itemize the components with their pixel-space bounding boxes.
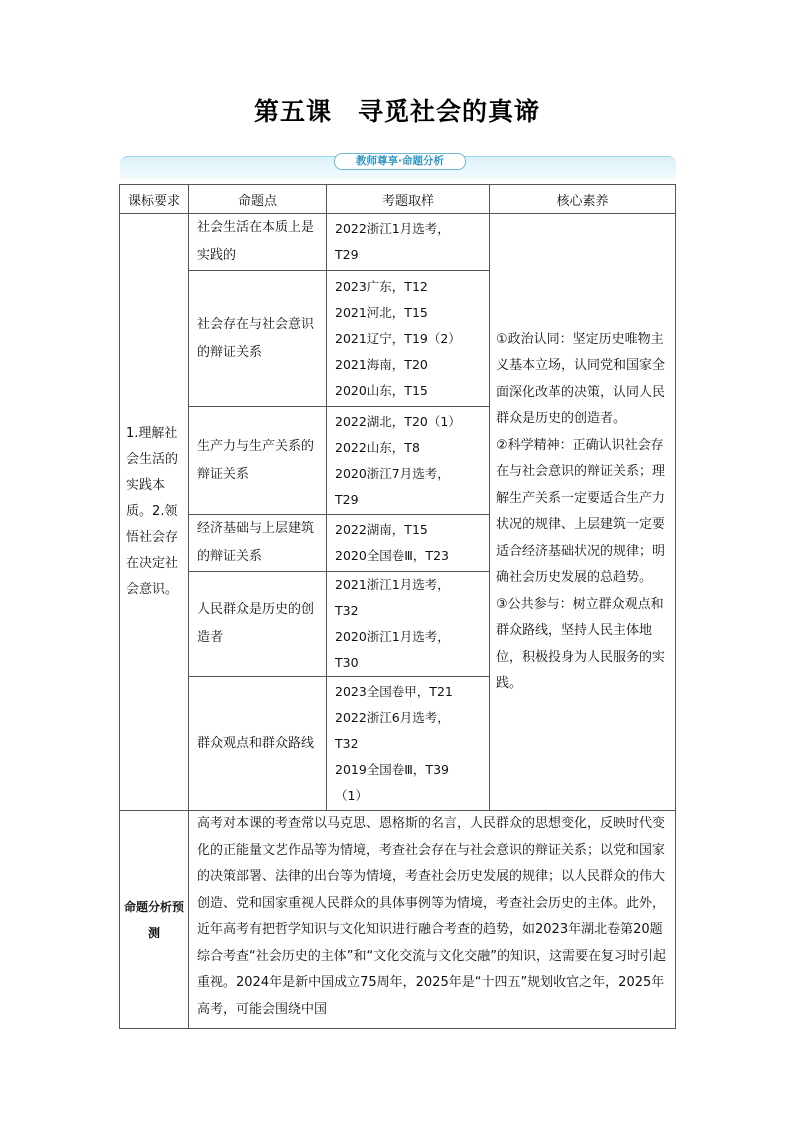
exam-samples — [327, 515, 490, 572]
header-point: 命题点 — [189, 185, 327, 214]
exam-samples — [327, 677, 490, 811]
core-literacy — [490, 214, 676, 811]
page-title: 第五课 寻觅社会的真谛 — [253, 97, 540, 126]
sample-line: T29 — [335, 491, 359, 507]
sample-line: 2022湖南，T15 — [335, 522, 428, 537]
analysis-table — [119, 184, 676, 1029]
sample-line: 2022山东，T8 — [335, 439, 420, 455]
sample-line: T29 — [335, 247, 359, 262]
exam-point: 生产力与生产关系的辩证关系 — [189, 407, 327, 515]
sample-line: 2021河北，T15 — [335, 304, 428, 320]
exam-samples — [327, 214, 490, 271]
literacy-science: ②科学精神：正确认识社会存在与社会意识的辩证关系；理解生产关系一定要适合生产力状况的规律、上层建筑一定要适合经济基础状况的规律；明确社会历史发展的总趋势。 — [496, 437, 666, 585]
prediction-text: 高考对本课的考查常以马克思、恩格斯的名言，人民群众的思想变化，反映时代变化的正能量文艺作品等为情境，考查社会存在与社会意识的辩证关系；以党和国家的决策部署、法律的出台等为情境，考查社会历史发展的规律；以人民群众的伟大创造、党和国家重视人民群众的具体事例等为情境，考查社会历史的主体。此外，近年高考有把哲学知识与文化知识进行融合考查的趋势，如2023年湖北卷第20题综合考查“社会历史的主体”和“文化交流与文化交融”的知识，这需要在复习时引起重视。2024年是新中国成立75周年，2025年是“十四五”规划收官之年，2025年高考，可能会围绕中国 — [189, 811, 676, 1029]
sample-line: 2019全国卷Ⅲ，T39 — [335, 761, 449, 777]
exam-point: 人民群众是历史的创造者 — [189, 572, 327, 677]
exam-point: 群众观点和群众路线 — [189, 677, 327, 811]
sample-line: T32 — [335, 735, 359, 751]
header-samples: 考题取样 — [327, 185, 490, 214]
sample-line: 2023全国卷甲，T21 — [335, 683, 453, 699]
prediction-label: 命题分析预测 — [120, 811, 189, 1029]
sample-line: 2023广东，T12 — [335, 278, 428, 294]
sample-line: 2020浙江7月选考， — [335, 465, 450, 481]
sample-line: T32 — [335, 603, 359, 618]
prediction-row — [120, 811, 676, 1029]
table-row — [120, 214, 676, 271]
exam-samples — [327, 407, 490, 515]
exam-point: 经济基础与上层建筑的辩证关系 — [189, 515, 327, 572]
sample-line: 2021浙江1月选考， — [335, 577, 450, 592]
sample-line: 2022湖北，T20（1） — [335, 413, 461, 429]
table-header-row — [120, 185, 676, 214]
exam-point: 社会存在与社会意识的辩证关系 — [189, 271, 327, 407]
sample-line: 2020山东，T15 — [335, 382, 428, 398]
exam-point: 社会生活在本质上是实践的 — [189, 214, 327, 271]
sample-line: 2021海南，T20 — [335, 356, 428, 372]
sample-line: T30 — [335, 655, 359, 670]
literacy-participation: ③公共参与：树立群众观点和群众路线，坚持人民主体地位，积极投身为人民服务的实践。 — [496, 596, 666, 691]
sample-line: 2020浙江1月选考， — [335, 629, 450, 644]
exam-samples — [327, 271, 490, 407]
sample-line: 2022浙江1月选考， — [335, 221, 450, 236]
sample-line: 2022浙江6月选考， — [335, 709, 450, 725]
sample-line: 2021辽宁，T19（2） — [335, 330, 461, 346]
sample-line: （1） — [335, 787, 368, 803]
header-literacy: 核心素养 — [490, 185, 676, 214]
exam-samples — [327, 572, 490, 677]
section-banner — [120, 153, 676, 176]
banner-label: 教师尊享·命题分析 — [334, 153, 466, 170]
sample-line: 2020全国卷Ⅲ，T23 — [335, 548, 449, 563]
header-standards: 课标要求 — [120, 185, 189, 214]
curriculum-standards: 1.理解社会生活的实践本质。2.领悟社会存在决定社会意识。 — [120, 214, 189, 811]
literacy-political: ①政治认同：坚定历史唯物主义基本立场，认同党和国家全面深化改革的决策，认同人民群众是历史的创造者。 — [496, 331, 666, 426]
